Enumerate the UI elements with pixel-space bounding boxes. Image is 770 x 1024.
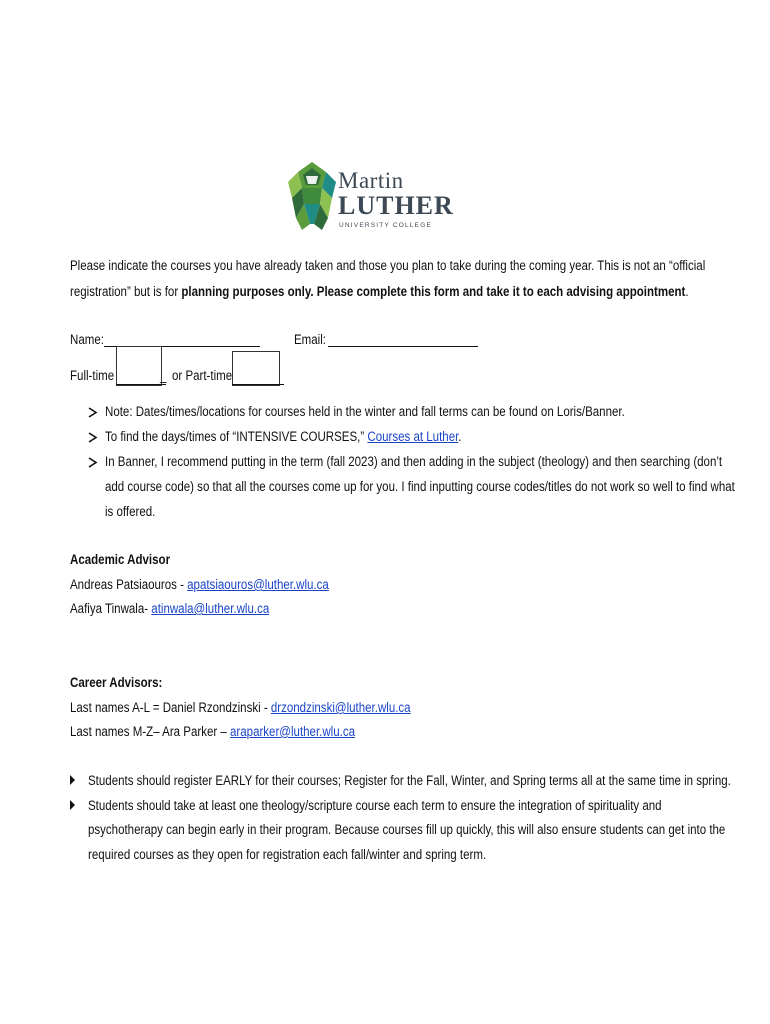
arrow-bullet-icon <box>88 457 98 468</box>
advisor-name: Last names M-Z– Ara Parker – <box>70 724 231 739</box>
tip-2-line-2: psychotherapy can begin early in their program. Because courses fill up quickly, this will also ensure students can get into the <box>88 822 726 837</box>
tip-2-line-3: required courses as they open for registration each fall/winter and spring term. <box>88 847 487 862</box>
intro-bold: planning purposes only. Please complete this form and take it to each advising appointment <box>181 284 686 299</box>
note-1: Note: Dates/times/locations for courses held in the winter and fall terms can be found on Loris/Banner. <box>105 404 625 419</box>
advisor-email-link[interactable]: araparker@luther.wlu.ca <box>230 724 356 739</box>
advisor-email-link[interactable]: drzondzinski@luther.wlu.ca <box>270 700 411 715</box>
intro-end: . <box>685 284 689 299</box>
career-advisor-1 <box>70 696 411 720</box>
note-3-line-1: In Banner, I recommend putting in the term (fall 2023) and then adding in the subject (theology) and then searching (don’t <box>105 454 723 469</box>
intro-line-2 <box>70 280 689 304</box>
academic-advisor-1 <box>70 573 329 597</box>
name-label: Name: <box>70 332 104 347</box>
triangle-bullet-icon <box>70 800 75 810</box>
career-advisor-2 <box>70 720 355 744</box>
fulltime-checkbox[interactable] <box>116 346 162 386</box>
note-3-line-3: is offered. <box>105 504 156 519</box>
note-2 <box>105 425 462 449</box>
advisor-name: Andreas Patsiaouros - <box>70 577 188 592</box>
tip-1: Students should register EARLY for their courses; Register for the Fall, Winter, and Spring terms all at the same time in spring. <box>88 773 731 788</box>
logo-text-luther: LUTHER <box>338 191 454 220</box>
logo-text-university-college: UNIVERSITY COLLEGE <box>339 222 433 229</box>
intro-plain: registration” but is for <box>70 284 182 299</box>
email-field[interactable] <box>328 346 478 347</box>
note-3-line-2: add course code) so that all the courses come up for you. I find inputting course codes/titles do not work so well to find what <box>105 479 735 494</box>
advisor-name: Last names A-L = Daniel Rzondzinski - <box>70 700 271 715</box>
advisor-name: Aafiya Tinwala- <box>70 601 152 616</box>
logo-emblem-icon <box>286 158 338 238</box>
arrow-bullet-icon <box>88 407 98 418</box>
logo-text-martin: Martin <box>338 168 404 193</box>
parttime-checkbox[interactable] <box>232 351 280 386</box>
note-2-prefix: To find the days/times of “INTENSIVE COURSES,” <box>105 429 368 444</box>
advisor-email-link[interactable]: atinwala@luther.wlu.ca <box>151 601 270 616</box>
fulltime-suffix: _ <box>160 368 167 383</box>
fulltime-label: Full-time <box>70 368 115 383</box>
courses-at-luther-link[interactable]: Courses at Luther <box>367 429 459 444</box>
parttime-underline <box>232 384 284 385</box>
note-2-suffix: . <box>458 429 462 444</box>
intro-line-1: Please indicate the courses you have already taken and those you plan to take during the coming year. This is not an “official <box>70 258 706 273</box>
martin-luther-logo <box>286 158 454 238</box>
career-advisors-heading: Career Advisors: <box>70 675 163 690</box>
academic-advisor-2 <box>70 597 269 621</box>
email-label: Email: <box>294 332 327 347</box>
tip-2-line-1: Students should take at least one theology/scripture course each term to ensure the integration of spirituality and <box>88 798 662 813</box>
academic-advisor-heading: Academic Advisor <box>70 552 171 567</box>
fulltime-underline <box>116 384 166 385</box>
parttime-label: or Part-time <box>172 368 233 383</box>
triangle-bullet-icon <box>70 775 75 785</box>
arrow-bullet-icon <box>88 432 98 443</box>
advisor-email-link[interactable]: apatsiaouros@luther.wlu.ca <box>187 577 329 592</box>
